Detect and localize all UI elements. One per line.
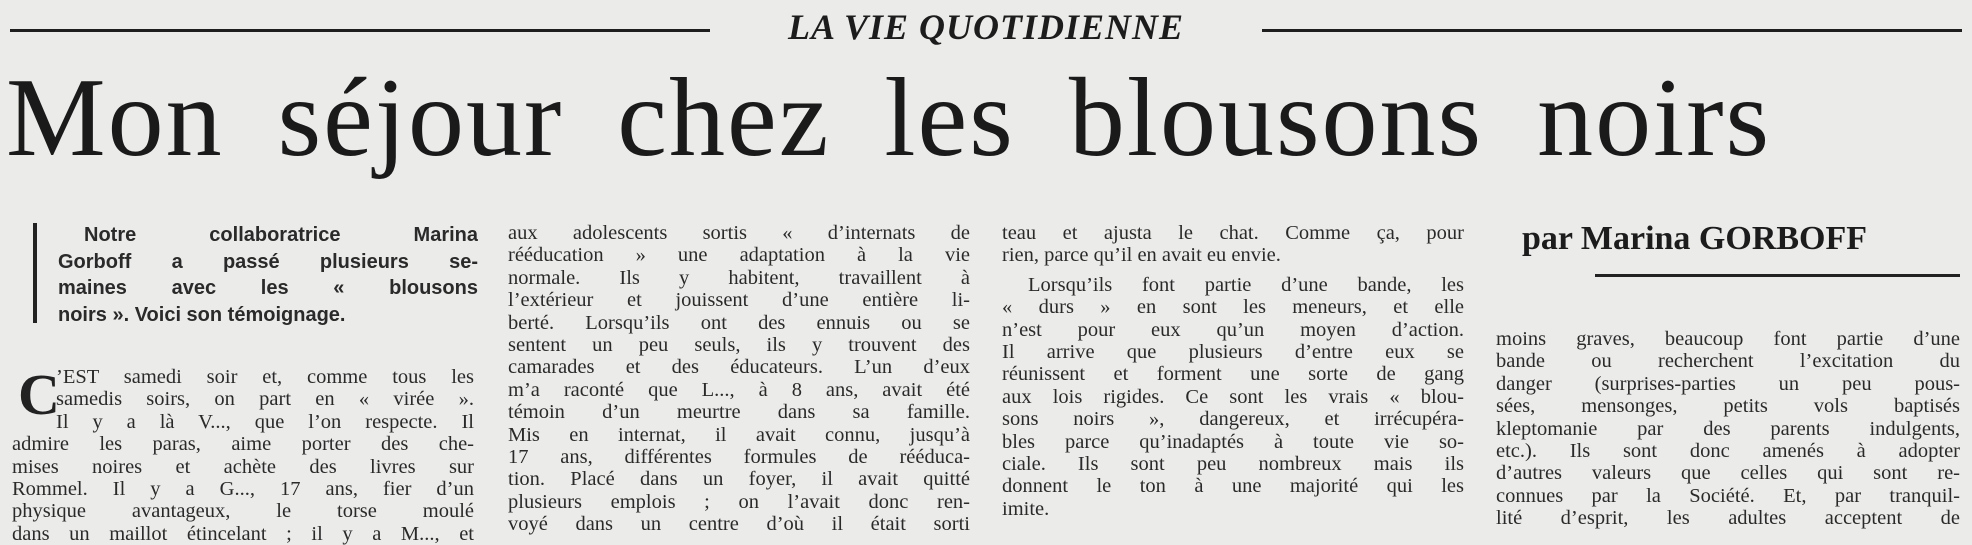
text-line: voyé dans un centre d’où il était sorti	[508, 513, 970, 536]
text-line: Il y a là V..., que l’on respecte. Il	[56, 410, 474, 433]
byline: par Marina GORBOFF	[1522, 220, 1868, 257]
section-kicker	[0, 6, 1972, 48]
text-line: kleptomanie par des parents indulgents,	[1496, 417, 1960, 440]
text-line: tion. Placé dans un foyer, il avait quitté	[508, 468, 970, 491]
text-line: 17 ans, différentes formules de rééduca-	[508, 445, 970, 468]
text-line: moins graves, beaucoup font partie d’une	[1496, 328, 1960, 350]
headline: Mon séjour chez les blousons noirs	[6, 56, 1772, 180]
text-line: l’extérieur et jouissent d’une entière li-	[508, 289, 970, 312]
intro-line: Notre collaboratrice Marina	[84, 224, 478, 246]
text-line: témoin d’un meurtre dans sa famille.	[508, 401, 970, 424]
text-line: sées, mensonges, petits vols baptisés	[1496, 395, 1960, 418]
intro-bar	[33, 223, 37, 323]
column-1	[12, 362, 474, 545]
text-line: admire les paras, aime porter des che-	[12, 433, 474, 456]
column-4	[1496, 328, 1960, 530]
paragraph	[1002, 274, 1464, 520]
text-line: normale. Ils y habitent, travaillent à	[508, 266, 970, 289]
text-line: berté. Lorsqu’ils ont des ennuis ou se	[508, 311, 970, 334]
text-line: rien, parce qu’il en avait eu envie.	[1002, 244, 1281, 267]
column-3	[1002, 222, 1464, 520]
text-line: dans un maillot étincelant ; il y a M..., et	[12, 522, 474, 545]
text-line: connues par la Société. Et, par tranquil-	[1496, 484, 1960, 507]
text-line: plusieurs emplois ; on l’avait donc ren-	[508, 490, 970, 513]
text-line: réunissent et forment une sorte de gang	[1002, 363, 1464, 386]
text-line: ciale. Ils sont peu nombreux mais ils	[1002, 452, 1464, 475]
text-line: n’est pour eux qu’un moyen d’action.	[1002, 318, 1464, 341]
section-kicker-text: LA VIE QUOTIDIENNE	[772, 7, 1200, 47]
text-line: samedis soirs, on part en « virée ».	[56, 388, 474, 411]
text-line: mises noires et achète des livres sur	[12, 455, 474, 478]
text-line: teau et ajusta le chat. Comme ça, pour	[1002, 222, 1464, 244]
text-line: Lorsqu’ils font partie d’une bande, les	[1028, 273, 1464, 296]
column-2	[508, 222, 970, 535]
intro-line: noirs ». Voici son témoignage.	[58, 303, 346, 326]
text-line: danger (surprises-parties un peu pous-	[1496, 372, 1960, 395]
text-line: « durs » en sont les meneurs, et elle	[1002, 296, 1464, 319]
text-line: donnent le ton à une majorité qui les	[1002, 475, 1464, 498]
text-line: camarades et des éducateurs. L’un d’eux	[508, 356, 970, 379]
drop-cap: C	[18, 362, 60, 427]
byline-rule	[1595, 274, 1960, 277]
text-line: aux adolescents sortis « d’internats de	[508, 222, 970, 244]
intro-standfirst	[58, 222, 478, 328]
text-line: d’autres valeurs que celles qui sont re-	[1496, 462, 1960, 485]
text-line: lité d’esprit, les adultes acceptent de	[1496, 507, 1960, 530]
text-line: Il arrive que plusieurs d’entre eux se	[1002, 340, 1464, 363]
intro-line: Gorboff a passé plusieurs se-	[58, 250, 478, 273]
text-line: bles parce qu’inadaptés à toute vie so-	[1002, 430, 1464, 453]
text-line: bande ou recherchent l’excitation du	[1496, 350, 1960, 373]
text-line: Rommel. Il y a G..., 17 ans, fier d’un	[12, 477, 474, 500]
text-line: etc.). Ils sont donc amenés à adopter	[1496, 439, 1960, 462]
text-line: sons noirs », dangereux, et irrécupéra-	[1002, 408, 1464, 431]
text-line: imite.	[1002, 497, 1050, 520]
intro-line: maines avec les « blousons	[58, 277, 478, 299]
text-line: aux lois rigides. Ce sont les vrais « blou-	[1002, 385, 1464, 408]
text-line: rééducation » une adaptation à la vie	[508, 244, 970, 267]
text-line: physique avantageux, le torse moulé	[12, 500, 474, 523]
text-line: ’EST samedi soir et, comme tous les	[56, 366, 474, 388]
text-line: m’a raconté que L..., à 8 ans, avait été	[508, 378, 970, 401]
text-line: Mis en internat, il avait connu, jusqu’à	[508, 423, 970, 446]
text-line: sentent un peu seuls, ils y trouvent des	[508, 333, 970, 356]
